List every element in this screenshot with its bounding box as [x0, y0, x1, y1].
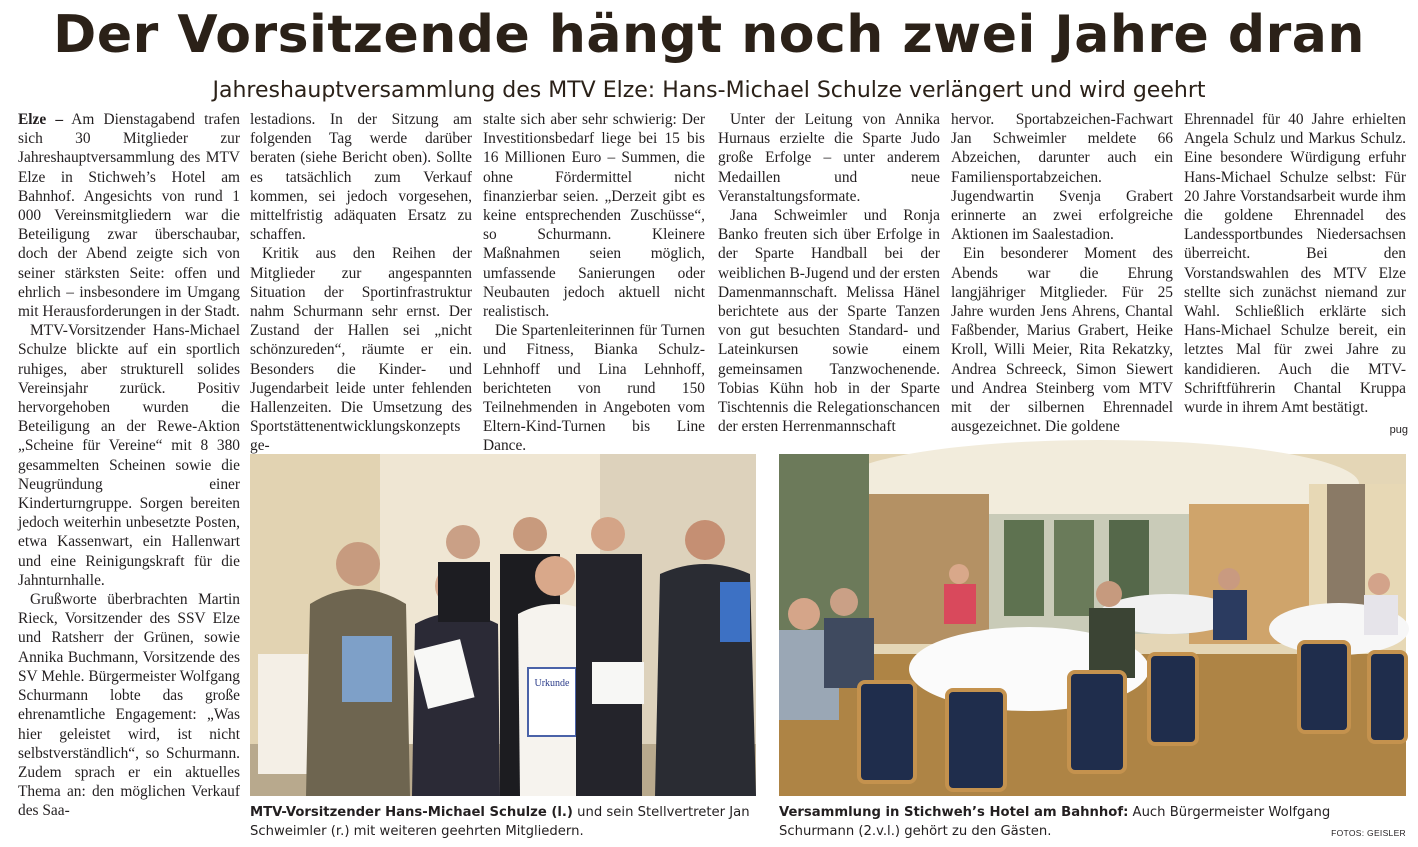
article-column-3 [483, 110, 705, 455]
photo-assembly-caption [779, 803, 1406, 841]
paragraph: Unter der Leitung von Annika Hurnaus erzielte die Sparte Judo große Erfolge – unter anderem Medaillen und neue Veranstaltungsformate. [718, 111, 940, 205]
caption-lead: Versammlung in Stichweh’s Hotel am Bahnhof: [779, 805, 1129, 820]
headline: Der Vorsitzende hängt noch zwei Jahre dran [53, 5, 1365, 65]
dateline: Elze – [18, 111, 64, 128]
paragraph: lestadions. In der Sitzung am folgenden Tag werde darüber beraten (siehe Bericht oben). Sollte es tatsächlich zum Verkauf kommen, sei jedoch vorgesehen, mittelfristig adäquaten Ersatz zu schaffen. [250, 111, 472, 244]
certificate-label: Urkunde [534, 678, 570, 689]
paragraph: Ein besonderer Moment des Abends war die Ehrung langjähriger Mitglieder. Für 25 Jahre wurden Jens Ahrens, Chantal Faßbender, Marius Grabert, Heike Kroll, Willi Meier, Rita Rekatzky, Andrea Schreeck, Simon Siewert und Andrea Steinberg vom MTV mit der silbernen Ehrennadel ausgezeichnet. Die goldene [951, 245, 1173, 436]
paragraph: Grußworte überbrachten Martin Rieck, Vorsitzender des SSV Elze und Ratsherr der Grünen, sowie Annika Buchmann, Vorsitzende des SV Mehle. Bürgermeister Wolfgang Schurmann lobte das große ehrenamtliche Engagement: „Was hier geleistet wird, ist nicht selbstverständlich“, so Schurmann. Zudem sprach er ein aktuelles Thema an: den möglichen Verkauf des Saa- [18, 591, 240, 820]
caption-text: Auch Bürgermeister Wolfgang Schurmann (2.v.l.) gehört zu den Gästen. [779, 805, 1331, 839]
paragraph: hervor. Sportabzeichen-Fachwart Jan Schweimler meldete 66 Abzeichen, darunter auch ein Familiensportabzeichen. Jugendwartin Svenja Grabert erinnerte an zwei erfolgreiche Aktionen im Saalestadion. [951, 111, 1173, 244]
article-column-5 [951, 110, 1173, 442]
paragraph: Jana Schweimler und Ronja Banko freuten sich über Erfolge in der Sparte Handball bei der weiblichen B-Jugend und der ersten Damenmannschaft. Melissa Hänel berichtete aus der Sparte Tanzen von gut besuchten Standard- und Lateinkursen sowie einem gemeinsamen Tanzwochenende. Tobias Kühn hob in der Sparte Tischtennis die Relegationschancen der ersten Herrenmannschaft [718, 207, 940, 436]
caption-lead: MTV-Vorsitzender Hans-Michael Schulze (l.) [250, 805, 573, 820]
photo-honorees-illustration [250, 454, 756, 796]
paragraph [18, 110, 240, 321]
photo-honorees [250, 454, 756, 796]
paragraph: MTV-Vorsitzender Hans-Michael Schulze blickte auf ein sportlich ruhiges, aber strukturell solides Vereinsjahr zurück. Positiv hervorgehoben wurden die Beteiligung an der Rewe-Aktion „Scheine für Vereine“ mit 8 380 gesammelten Scheinen sowie die Neugründung einer Kinderturngruppe. Sorgen bereiten jedoch weiterhin unbesetzte Posten, etwa Kassenwart, ein Hallenwart und eine Reinigungskraft für die Jahnturnhalle. [18, 322, 240, 589]
lead-text: Am Dienstagabend trafen sich 30 Mitglieder zur Jahreshauptversammlung des MTV Elze in Stichweh’s Hotel am Bahnhof. Angesichts von rund 1 000 Vereinsmitgliedern war die Beteiligung zwar überschaubar, doch der Abend zeigte sich von seiner stärksten Seite: offen und ehrlich – insbesondere im Umgang mit Herausforderungen in der Stadt. [18, 111, 240, 321]
caption-text: und sein Stellvertreter Jan Schweimler (r.) mit weiteren geehrten Mitgliedern. [250, 805, 750, 839]
article-column-1 [18, 110, 240, 840]
paragraph: stalte sich aber sehr schwierig: Der Investitionsbedarf liege bei 15 bis 16 Millionen Euro – Summen, die ohne Fördermittel nicht finanzierbar seien. „Derzeit gibt es keine entsprechenden Zuschüsse“, so Schurmann. Kleinere Maßnahmen seien möglich, umfassende Sanierungen oder Neubauten jedoch aktuell nicht realistisch. [483, 111, 705, 321]
article-column-6 [1184, 110, 1406, 442]
article-column-2 [250, 110, 472, 455]
photo-assembly-illustration [779, 454, 1406, 796]
article-column-4 [718, 110, 940, 442]
author-signature: pug [1389, 424, 1408, 436]
photo-credit: FOTOS: GEISLER [1331, 828, 1406, 838]
paragraph: Die Spartenleiterinnen für Turnen und Fitness, Bianka Schulz-Lehnhoff und Lina Lehnhoff, berichteten von rund 150 Teilnehmenden in Angeboten vom Eltern-Kind-Turnen bis Line Dance. [483, 322, 705, 455]
subheadline: Jahreshauptversammlung des MTV Elze: Hans-Michael Schulze verlängert und wird geehrt [212, 78, 1206, 103]
paragraph: Kritik aus den Reihen der Mitglieder zur angespannten Situation der Sportinfrastruktur nahm Schurmann sehr ernst. Der Zustand der Hallen sei „nicht schönzureden“, räumte er ein. Besonders die Kinder- und Jugendarbeit leide unter fehlenden Hallenzeiten. Die Umsetzung des Sportstättenentwicklungskonzepts ge- [250, 245, 472, 455]
photo-honorees-caption [250, 803, 760, 841]
paragraph: Ehrennadel für 40 Jahre erhielten Angela Schulz und Markus Schulz. Eine besondere Würdigung erfuhr Hans-Michael Schulze selbst: Für 20 Jahre Vorstandsarbeit wurde ihm die goldene Ehrennadel des Landessportbundes Niedersachsen überreicht. Bei den Vorstandswahlen des MTV Elze stellte sich zunächst niemand zur Wahl. Schließlich erklärte sich Hans-Michael Schulze bereit, ein letztes Mal für zwei Jahre zu kandidieren. Auch die MTV-Schriftführerin Chantal Kruppa wurde in ihrem Amt bestätigt. [1184, 111, 1406, 417]
photo-assembly [779, 454, 1406, 796]
